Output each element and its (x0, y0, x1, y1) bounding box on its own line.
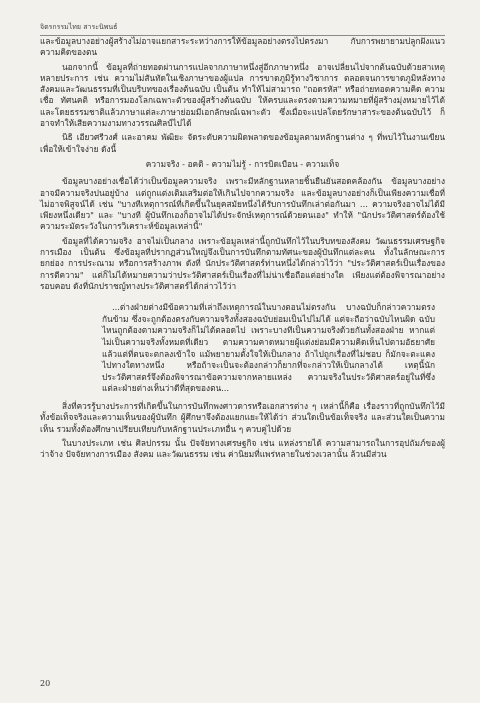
block-quote (40, 302, 445, 395)
running-header (40, 22, 445, 36)
paragraph: นิธิ เอียวศรีวงศ์ และอาคม พัฒิยะ จัดระดับความผิดพลาดของข้อมูลตามหลักฐานต่าง ๆ ที่พบไว้ในงานเขียนเพื่อให้เข้าใจง่าย ดังนี้ (40, 132, 445, 154)
paragraph: ในบางประเภท เช่น ศิลปกรรม นั้น ปัจจัยทางเศรษฐกิจ เช่น แหล่งรายได้ ความสามารถในการอุปถัมภ์ของผู้ว่าจ้าง ปัจจัยทางการเมือง สังคม และวัฒนธรรม เช่น ค่านิยมที่แพร่หลายในช่วงเวลานั้น ล้วนมีส่วน (40, 437, 445, 460)
levels-line: ความจริง - อคติ - ความไม่รู้ - การบิดเบือน - ความเท็จ (145, 158, 340, 169)
page-number: 20 (40, 679, 51, 688)
paragraph: และข้อมูลบางอย่างผู้สร้างไม่อาจแยกสาระระหว่างการให้ข้อมูลอย่างตรงไปตรงมา กับการพยายามปลูกฝังแนวความคิดของตน (40, 36, 445, 58)
quote-text: ...ต่างฝ่ายต่างมีข้อความที่เล่าถึงเหตุการณ์ในบางตอนไม่ตรงกัน บางฉบับก็กล่าวความตรงกันข้าม ซึ่งจะถูกต้องตรงกับความจริงทั้งสองฉบับย่อมเป็นไปไม่ได้ แต่จะถือว่าฉบับไหนผิด ฉบับไหนถูกต้องตามความจริงก็ไม่ได้ตลอดไป เพราะบางทีเป็นความจริงด้วยกันทั้งสองฝ่าย หากแต่ไม่เป็นความจริงทั้งหมดที่เดียว ตามความคาดหมายผู้แต่งย่อมมีความคิดเห็นไปตามอัธยาศัย แล้วแต่ที่ตนจะตกลงเข้าใจ แม้พยายามตั้งใจให้เป็นกลาง ถ้าไปถูกเรื่องที่ไม่ชอบ ก็มักจะตะแคงไปทางใดทางหนึ่ง หรือถ้าจะเป็นจะต้องกล่าวก็ยากที่จะกล่าวให้เป็นกลางได้ เหตุนี้นักประวัติศาสตร์จึงต้องพิจารณาข้อความจากหลายแหล่ง ความจริงในประวัติศาสตร์อยู่ในที่ซึ่งแต่ละฝ่ายต่างเห็นว่าดีที่สุดของตน... (102, 302, 435, 394)
running-title: จิตรกรรมไทย สาระนิพนธ์ (40, 23, 118, 31)
body-text (40, 36, 445, 463)
paragraph: สิ่งที่ควรรู้บางประการที่เกิดขึ้นในการบันทึกพงศาวดารหรือเอกสารต่าง ๆ เหล่านี้ก็คือ เรื่องราวที่ถูกบันทึกไว้มีทั้งข้อเท็จจริงและความเห็นของผู้บันทึก ผู้ศึกษาจึงต้องแยกแยะให้ได้ว่า ส่วนใดเป็นข้อเท็จจริง และส่วนใดเป็นความเห็น รวมทั้งต้องศึกษาเปรียบเทียบกับหลักฐานประเภทอื่น ๆ ควบคู่ไปด้วย (40, 400, 445, 434)
paragraph: นอกจากนี้ ข้อมูลที่ถ่ายทอดผ่านการแปลจากภาษาหนึ่งสู่อีกภาษาหนึ่ง อาจเปลี่ยนไปจากต้นฉบับด้วยสาเหตุหลายประการ เช่น ความไม่สันทัดในเชิงภาษาของผู้แปล การขาดภูมิรู้ทางวิชาการ ตลอดจนการขาดภูมิหลังทางสังคมและวัฒนธรรมที่เป็นบริบทของเรื่องต้นฉบับ เป็นต้น ทำให้ไม่สามารถ "ถอดรหัส" หรือถ่ายทอดความคิด ความเชื่อ ทัศนคติ หรือการมองโลกเฉพาะตัวของผู้สร้างต้นฉบับ ให้ครบและตรงตามความหมายที่ผู้สร้างมุ่งหมายไว้ได้ และโดยธรรมชาติแล้วภาษาแต่ละภาษาย่อมมีเอกลักษณ์เฉพาะตัว ซึ่งเมื่อจะแปลโดยรักษาสาระของต้นฉบับไว้ ก็อาจทำให้เสียความงามทางวรรณศิลป์ไปได้ (40, 61, 445, 129)
paragraph: ข้อมูลที่ได้ความจริง อาจไม่เป็นกลาง เพราะข้อมูลเหล่านี้ถูกบันทึกไว้ในบริบทของสังคม วัฒนธรรมเศรษฐกิจ การเมือง เป็นต้น ซึ่งข้อมูลที่ปรากฏส่วนใหญ่จึงเป็นการบันทึกตามทัศนะของผู้บันทึกแต่ละคน ทั้งในลักษณะการยกย่อง การประณาม หรือการสร้างภาพ ดังที่ นักประวัติศาสตร์ท่านหนึ่งได้กล่าวไว้ว่า "ประวัติศาสตร์เป็นเรื่องของการตีความ" แต่ก็ไม่ได้หมายความว่าประวัติศาสตร์เป็นเรื่องที่ไม่น่าเชื่อถือแต่อย่างใด เพียงแต่ต้องพิจารณาอย่างรอบคอบ ดังที่นักปราชญ์ทางประวัติศาสตร์ได้กล่าวไว้ว่า (40, 235, 445, 291)
paragraph: ข้อมูลบางอย่างเชื่อได้ว่าเป็นข้อมูลความจริง เพราะมีหลักฐานหลายชิ้นยืนยันสอดคล้องกัน ข้อมูลบางอย่างอาจมีความจริงปนอยู่บ้าง แต่ถูกแต่งเติมเสริมต่อให้เกินไปจากความจริง และข้อมูลบางอย่างก็เป็นเพียงความเชื่อที่ไม่อาจพิสูจน์ได้ เช่น "บางทีเหตุการณ์ที่เกิดขึ้นในยุคสมัยหนึ่งได้รับการบันทึกเล่าต่อกันมา ... ความจริงอาจไม่ได้มีเพียงหนึ่งเดียว" และ "บางที ผู้บันทึกเองก็อาจไม่ได้ประจักษ์เหตุการณ์ด้วยตนเอง" ทำให้ "นักประวัติศาสตร์ต้องใช้ความระมัดระวังในการวิเคราะห์ข้อมูลเหล่านี้" (40, 176, 445, 232)
